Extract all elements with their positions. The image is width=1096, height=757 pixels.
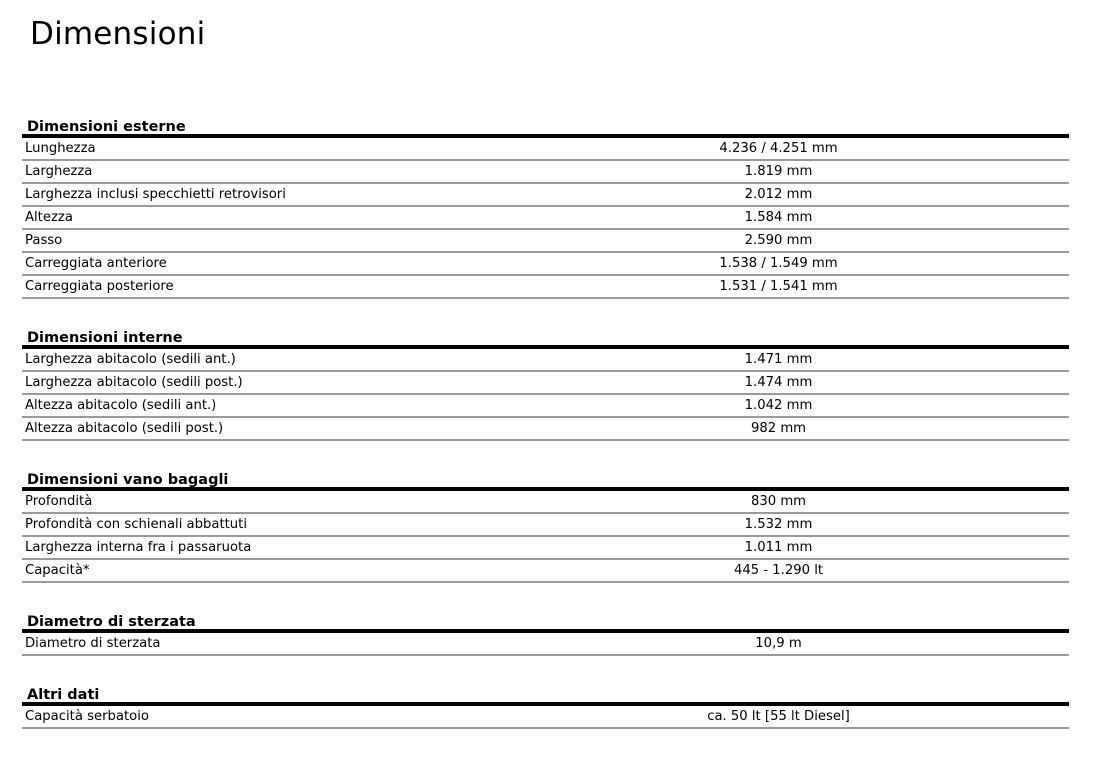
row-value: 1.538 / 1.549 mm <box>719 256 838 271</box>
row-value: 2.012 mm <box>744 187 813 202</box>
section-luggage-dimensions <box>22 467 1069 583</box>
row-value: 1.474 mm <box>744 375 813 390</box>
table-row <box>22 138 1069 161</box>
row-label: Profondità con schienali abbattuti <box>25 517 247 532</box>
row-label: Altezza <box>25 210 73 225</box>
row-value: 1.532 mm <box>744 517 813 532</box>
section-interior-dimensions <box>22 325 1069 441</box>
table-row <box>22 395 1069 418</box>
row-label: Capacità serbatoio <box>25 709 149 724</box>
table-row <box>22 161 1069 184</box>
section-exterior-dimensions <box>22 114 1069 299</box>
row-value: 10,9 m <box>755 636 802 651</box>
row-label: Diametro di sterzata <box>25 636 161 651</box>
row-label: Larghezza interna fra i passaruota <box>25 540 252 555</box>
table-row <box>22 706 1069 729</box>
row-value: 1.819 mm <box>744 164 813 179</box>
row-label: Lunghezza <box>25 141 96 156</box>
table-row <box>22 491 1069 514</box>
row-value: 1.584 mm <box>744 210 813 225</box>
row-value: 4.236 / 4.251 mm <box>719 141 838 156</box>
table-row <box>22 276 1069 299</box>
table-row <box>22 207 1069 230</box>
section-heading: Altri dati <box>22 682 1069 706</box>
section-spacer <box>22 656 1069 682</box>
section-other-data <box>22 682 1069 729</box>
row-label: Capacità* <box>25 563 90 578</box>
table-row <box>22 253 1069 276</box>
section-heading: Diametro di sterzata <box>22 609 1069 633</box>
table-row <box>22 230 1069 253</box>
row-label: Carreggiata anteriore <box>25 256 167 271</box>
row-value: 2.590 mm <box>744 233 813 248</box>
row-label: Larghezza inclusi specchietti retrovisori <box>25 187 286 202</box>
row-label: Carreggiata posteriore <box>25 279 174 294</box>
table-row <box>22 418 1069 441</box>
row-value: ca. 50 lt [55 lt Diesel] <box>707 709 850 724</box>
section-heading: Dimensioni vano bagagli <box>22 467 1069 491</box>
row-label: Passo <box>25 233 63 248</box>
section-heading: Dimensioni interne <box>22 325 1069 349</box>
section-spacer <box>22 299 1069 325</box>
table-row <box>22 560 1069 583</box>
spec-tables <box>22 114 1069 729</box>
table-row <box>22 184 1069 207</box>
row-value: 1.011 mm <box>744 540 813 555</box>
row-value: 1.471 mm <box>744 352 813 367</box>
row-label: Larghezza abitacolo (sedili ant.) <box>25 352 236 367</box>
section-spacer <box>22 441 1069 467</box>
section-turning-diameter <box>22 609 1069 656</box>
row-label: Larghezza <box>25 164 93 179</box>
row-value: 1.042 mm <box>744 398 813 413</box>
row-label: Altezza abitacolo (sedili ant.) <box>25 398 217 413</box>
row-label: Larghezza abitacolo (sedili post.) <box>25 375 243 390</box>
row-label: Profondità <box>25 494 93 509</box>
row-value: 982 mm <box>750 421 807 436</box>
row-value: 1.531 / 1.541 mm <box>719 279 838 294</box>
table-row <box>22 633 1069 656</box>
table-row <box>22 349 1069 372</box>
table-row <box>22 514 1069 537</box>
section-spacer <box>22 583 1069 609</box>
row-value: 445 - 1.290 lt <box>733 563 824 578</box>
row-label: Altezza abitacolo (sedili post.) <box>25 421 224 436</box>
page-title: Dimensioni <box>30 16 206 52</box>
section-heading: Dimensioni esterne <box>22 114 1069 138</box>
table-row <box>22 537 1069 560</box>
row-value: 830 mm <box>750 494 807 509</box>
table-row <box>22 372 1069 395</box>
